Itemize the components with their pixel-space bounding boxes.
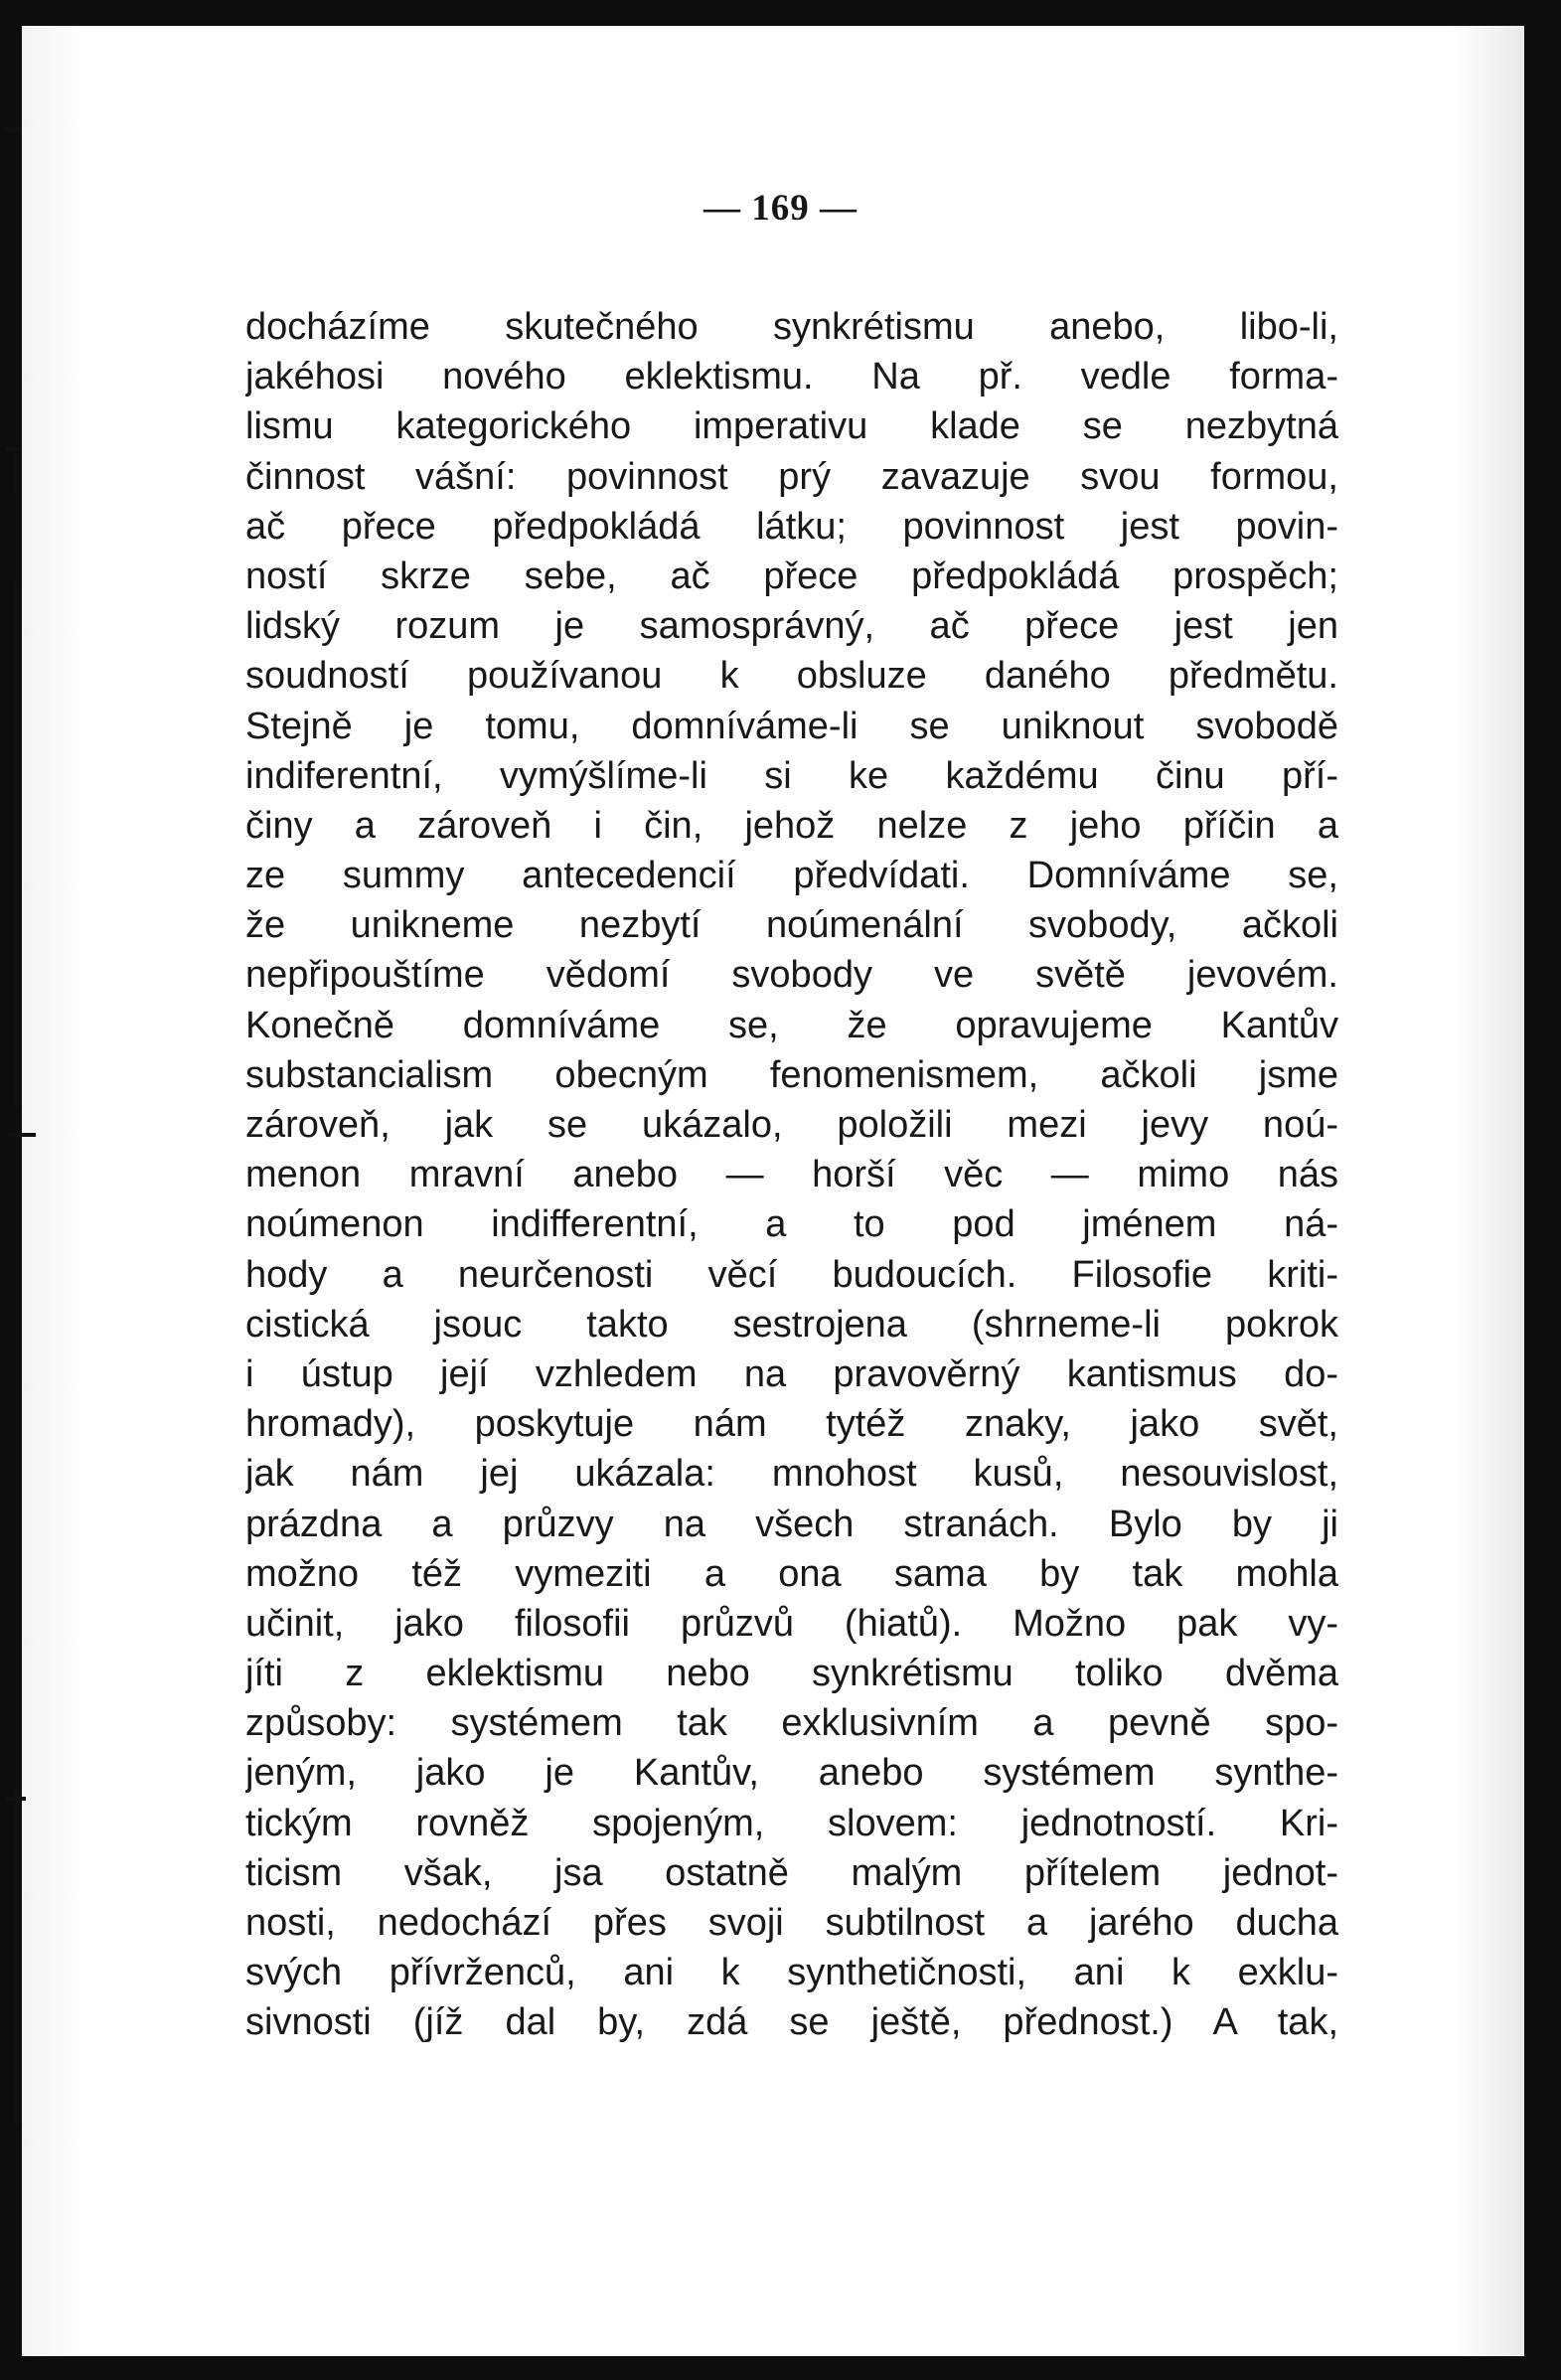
text-line: tickým rovněž spojeným, slovem: jednotností. Kri- <box>245 1802 1338 1844</box>
text-line: ze summy antecedencií předvídati. Domníváme se, <box>245 855 1338 897</box>
text-line: prázdna a průzvy na všech stranách. Bylo by ji <box>245 1503 1338 1545</box>
text-line: jak nám jej ukázala: mnohost kusů, nesouvislost, <box>245 1453 1338 1496</box>
text-line: jeným, jako je Kantův, anebo systémem synthe- <box>245 1752 1338 1795</box>
edge-mark <box>15 581 18 1108</box>
edge-mark <box>6 1797 26 1801</box>
text-line: i ústup její vzhledem na pravověrný kantismus do- <box>245 1352 1338 1395</box>
text-line: menon mravní anebo — horší věc — mimo nás <box>245 1154 1338 1196</box>
text-line: sivnosti (jíž dal by, zdá se ještě, přednost.) A tak, <box>245 2001 1338 2044</box>
text-line: Konečně domníváme se, že opravujeme Kantův <box>245 1004 1338 1046</box>
text-line: soudností používanou k obsluze daného předmětu. <box>245 655 1338 698</box>
body-text <box>245 302 1338 2048</box>
text-line: ností skrze sebe, ač přece předpokládá prospěch; <box>245 555 1338 597</box>
text-line: hody a neurčenosti věcí budoucích. Filosofie kriti- <box>245 1253 1338 1296</box>
text-line: učinit, jako filosofii průzvů (hiatů). Možno pak vy- <box>245 1602 1338 1645</box>
text-line: lismu kategorického imperativu klade se nezbytná <box>245 405 1338 448</box>
text-line: substancialism obecným fenomenismem, ačkoli jsme <box>245 1053 1338 1096</box>
edge-mark <box>15 1789 18 2127</box>
edge-mark <box>8 1133 36 1137</box>
text-line: indiferentní, vymýšlíme-li si ke každému činu pří- <box>245 754 1338 797</box>
text-line: noúmenon indifferentní, a to pod jménem ná- <box>245 1203 1338 1246</box>
text-line: jakéhosi nového eklektismu. Na př. vedle forma- <box>245 356 1338 398</box>
text-line: způsoby: systémem tak exklusivním a pevně spo- <box>245 1702 1338 1745</box>
text-line: zároveň, jak se ukázalo, položili mezi jevy noú- <box>245 1104 1338 1146</box>
edge-mark <box>14 453 17 493</box>
text-line: jíti z eklektismu nebo synkrétismu toliko dvěma <box>245 1653 1338 1695</box>
text-line: ač přece předpokládá látku; povinnost jest povin- <box>245 505 1338 548</box>
text-line: činy a zároveň i čin, jehož nelze z jeho příčin a <box>245 804 1338 847</box>
text-line: docházíme skutečného synkrétismu anebo, libo-li, <box>245 306 1338 348</box>
edge-mark <box>4 127 22 132</box>
text-line: možno též vymeziti a ona sama by tak mohla <box>245 1552 1338 1595</box>
text-line: cistická jsouc takto sestrojena (shrneme-li pokrok <box>245 1303 1338 1346</box>
text-line: svých přívrženců, ani k synthetičnosti, ani k exklu- <box>245 1952 1338 1994</box>
text-line: ticism však, jsa ostatně malým přítelem jednot- <box>245 1851 1338 1894</box>
text-line: nosti, nedochází přes svoji subtilnost a jarého ducha <box>245 1902 1338 1944</box>
edge-mark <box>6 447 22 451</box>
text-line: Stejně je tomu, domníváme-li se uniknout svobodě <box>245 705 1338 747</box>
text-line: že unikneme nezbytí noúmenální svobody, ačkoli <box>245 904 1338 947</box>
text-line: hromady), poskytuje nám tytéž znaky, jako svět, <box>245 1403 1338 1446</box>
page-number: — 169 — <box>703 188 858 229</box>
text-line: lidský rozum je samosprávný, ač přece jest jen <box>245 605 1338 648</box>
text-line: činnost vášní: povinnost prý zavazuje svou formou, <box>245 455 1338 498</box>
text-line: nepřipouštíme vědomí svobody ve světě jevovém. <box>245 954 1338 997</box>
